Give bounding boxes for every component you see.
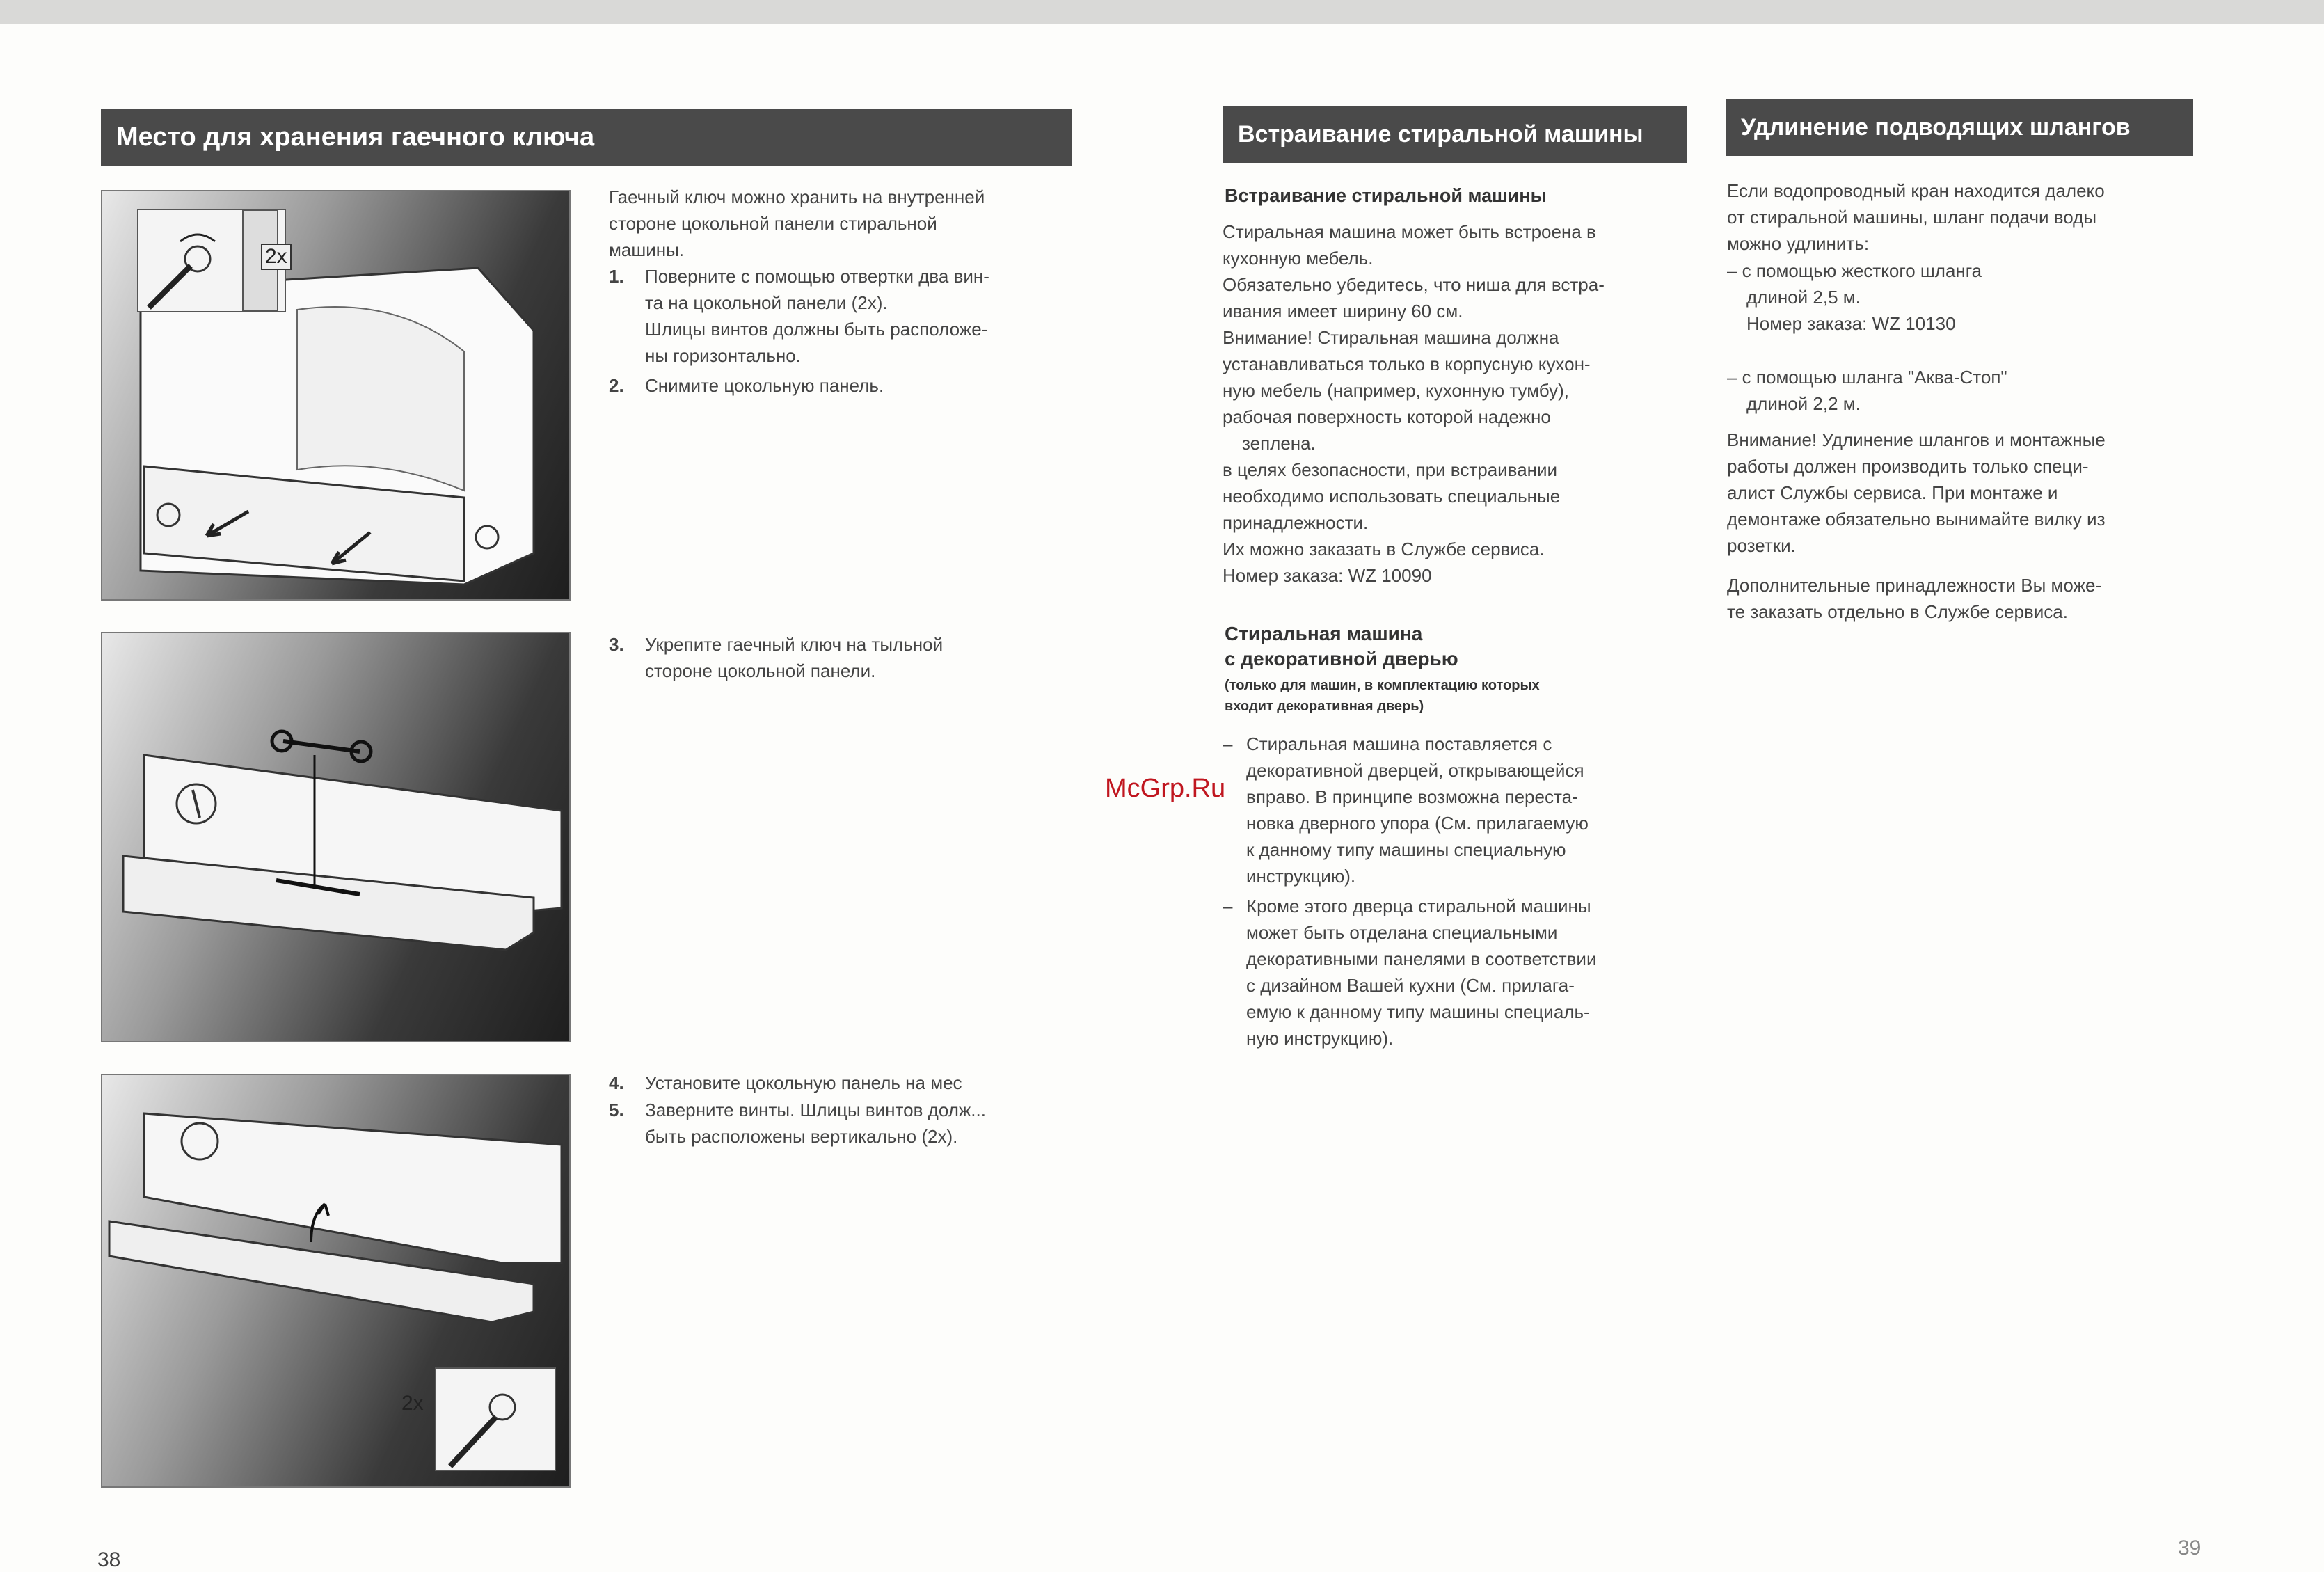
scan-top-band xyxy=(0,0,2324,24)
builtin-subheading: Встраивание стиральной машины xyxy=(1225,185,1547,206)
inset-screw-detail-2 xyxy=(435,1367,556,1471)
fig1-count-label: 2x xyxy=(261,244,292,270)
fig3-count-label: 2x xyxy=(401,1392,424,1415)
illustration-attach-wrench xyxy=(101,632,571,1042)
hoses-intro: Если водопроводный кран находится далеко от стиральной машины, шланг подачи воды можно удлинить: xyxy=(1727,180,2105,254)
hoses-accessories: Дополнительные принадлежности Вы може- те заказать отдельно в Службе сервиса. xyxy=(1727,575,2102,622)
storage-section-header: Место для хранения гаечного ключа xyxy=(101,109,1072,166)
illustration-remove-plinth xyxy=(101,190,571,601)
decor-door-note: (только для машин, в комплектацию которых входит декоративная дверь) xyxy=(1225,678,1540,714)
hoses-section-header: Удлинение подводящих шлангов xyxy=(1726,99,2193,156)
page-number-left: 38 xyxy=(97,1548,121,1571)
step-1: 1. Поверните с помощью отвертки два вин- та на цокольной панели (2х). Шлицы винтов должны быть расположе- ны горизонтально. xyxy=(609,266,989,366)
hoses-warning: Внимание! Удлинение шлангов и монтажные работы должен производить только специ- алист Службы сервиса. При монтаже и демонтаже обязательно вынимайте вилку из розетки. xyxy=(1727,429,2106,556)
step-4: 4. Установите цокольную панель на мес xyxy=(609,1072,962,1093)
hoses-option-2: – с помощью шланга "Аква-Стоп" длиной 2,2 м. xyxy=(1727,367,2007,414)
storage-intro: Гаечный ключ можно хранить на внутренней стороне цокольной панели стиральной машины. xyxy=(609,186,985,260)
page-number-right: 39 xyxy=(2178,1537,2202,1559)
builtin-section-header: Встраивание стиральной машины xyxy=(1223,106,1687,163)
step-3: 3. Укрепите гаечный ключ на тыльной стороне цокольной панели. xyxy=(609,634,944,681)
step-5: 5. Заверните винты. Шлицы винтов долж... быть расположены вертикально (2х). xyxy=(609,1099,986,1147)
decor-door-subheading: Стиральная машина с декоративной дверью xyxy=(1225,623,1458,669)
watermark: McGrp.Ru xyxy=(1105,774,1226,803)
step-2: 2. Снимите цокольную панель. xyxy=(609,375,884,396)
decor-door-bullet-2: – Кроме этого дверца стиральной машины может быть отделана специальными декоративными панелями в соответствии с дизайном Вашей кухни (См. прилага- емую к данному типу машины специаль- ную инструкцию). xyxy=(1223,896,1597,1049)
hoses-option-1: – с помощью жесткого шланга длиной 2,5 м. Номер заказа: WZ 10130 xyxy=(1727,260,1982,334)
builtin-paragraph: Стиральная машина может быть встроена в кухонную мебель. Обязательно убедитесь, что ниша для встра- ивания имеет ширину 60 см. Внимание! Стиральная машина должна устанавливаться только в корпусную кухон- ную мебель (например, кухонную тумбу), рабочая поверхность которой надежно зеплена. в целях безопасности, при встраивании необходимо использовать специальные принадлежности. Их можно заказать в Службе сервиса. Номер заказа: WZ 10090 xyxy=(1223,221,1605,586)
illustration-refit-plinth xyxy=(101,1074,571,1488)
decor-door-bullet-1: – Стиральная машина поставляется с декоративной дверцей, открывающейся вправо. В принципе возможна переста- новка дверного упора (См. прилагаемую к данному типу машины специальную инструкцию). xyxy=(1223,733,1589,887)
